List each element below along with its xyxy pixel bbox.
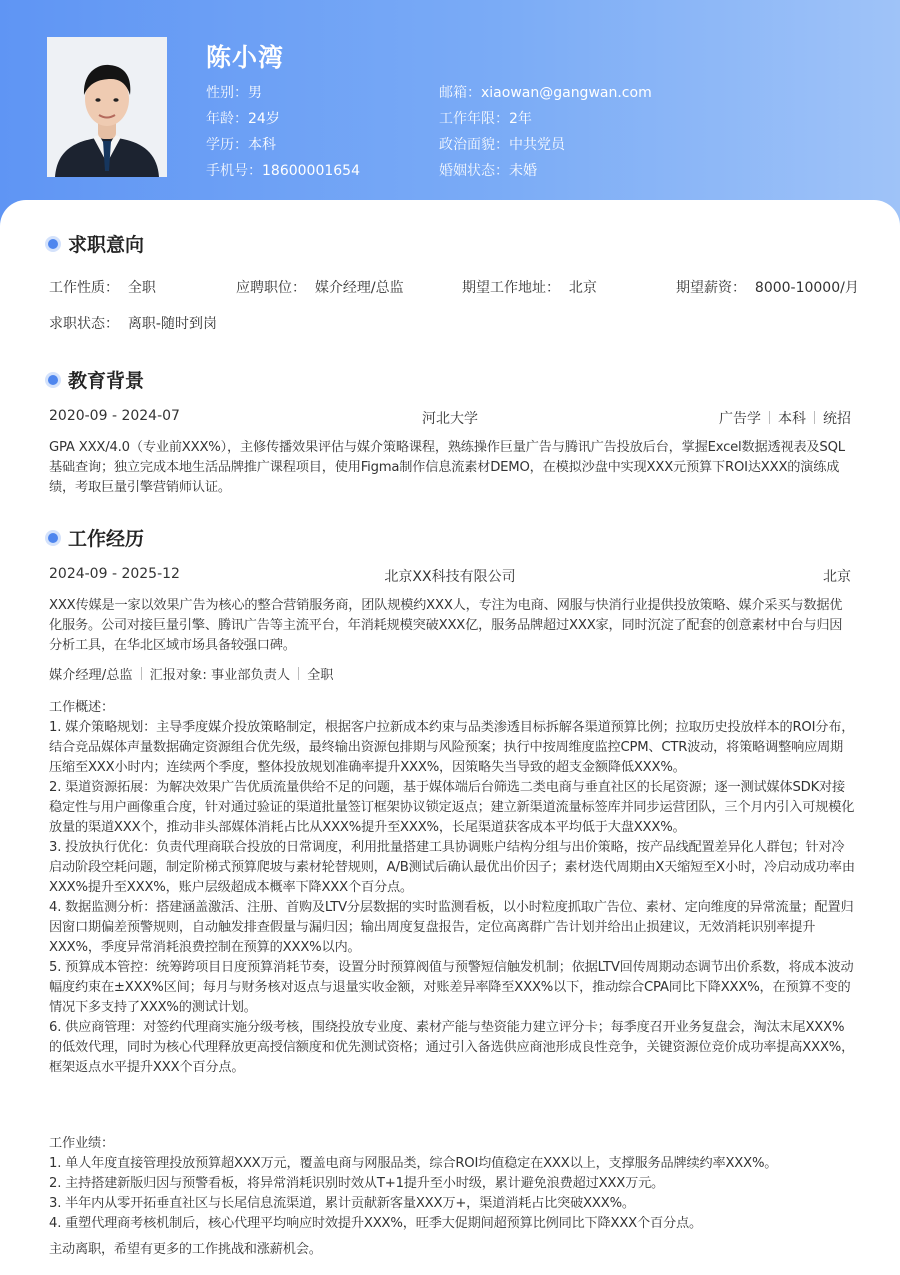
resume-header <box>0 0 900 230</box>
education-description: GPA XXX/4.0（专业前XXX%），主修传播效果评估与媒介策略课程，熟练操作巨量广告与腾讯广告投放后台，掌握Excel数据透视表及SQL基础查询；独立完成本地生活品牌推广课程项目，使用Figma制作信息流素材DEMO，在模拟沙盘中实现XXX元预算下ROI达XXX的演练成绩，考取巨量引擎营销师认证。 <box>49 440 845 495</box>
info-value: 未婚 <box>509 163 537 179</box>
work-city: 北京 <box>823 569 851 585</box>
info-gender <box>206 82 439 104</box>
dot-icon <box>48 239 58 249</box>
divider <box>141 667 142 680</box>
profile-info <box>206 82 846 182</box>
avatar-portrait-icon <box>47 37 167 177</box>
section-title-education <box>48 366 144 393</box>
intent-value: 离职-随时到岗 <box>127 316 217 332</box>
intent-status <box>49 313 217 333</box>
result-item: 1. 单人年度直接管理投放预算超XXX万元，覆盖电商与网服品类，综合ROI均值稳定在XXX以上，支撑服务品牌续约率XXX%。 <box>49 1156 778 1171</box>
work-report: 汇报对象: 事业部负责人 <box>149 668 291 683</box>
intent-salary <box>676 277 859 297</box>
section-title-intent <box>48 230 144 257</box>
education-school: 河北大学 <box>422 411 478 427</box>
education-degree: 本科 <box>778 411 806 427</box>
results-title: 工作业绩： <box>49 1136 114 1151</box>
resume-body <box>0 200 900 1275</box>
work-results <box>49 1134 855 1234</box>
intent-label: 工作性质： <box>49 280 119 296</box>
info-email <box>439 82 839 104</box>
dot-icon <box>48 533 58 543</box>
info-age <box>206 108 439 130</box>
info-label: 性别： <box>206 85 248 101</box>
info-value: 中共党员 <box>509 137 565 153</box>
info-political <box>439 134 839 156</box>
education-major: 广告学 <box>719 411 761 427</box>
info-value: 18600001654 <box>262 163 360 179</box>
section-title-text: 求职意向 <box>68 234 145 256</box>
dot-icon <box>48 375 58 385</box>
intent-label: 期望工作地址： <box>462 280 560 296</box>
work-row <box>49 566 851 586</box>
info-value: 男 <box>248 85 262 101</box>
info-label: 学历： <box>206 137 248 153</box>
section-title-text: 教育背景 <box>68 370 145 392</box>
result-item: 4. 重塑代理商考核机制后，核心代理平均响应时效提升XXX%，旺季大促期间超预算比例同比下降XXX个百分点。 <box>49 1216 702 1231</box>
section-title-text: 工作经历 <box>68 528 145 550</box>
info-label: 工作年限： <box>439 111 509 127</box>
divider <box>814 411 815 424</box>
intent-label: 期望薪资： <box>676 280 746 296</box>
intent-label: 求职状态： <box>49 316 119 332</box>
work-period: 2024-09 - 2025-12 <box>49 566 180 582</box>
education-admission: 统招 <box>823 411 851 427</box>
intent-position <box>236 277 404 297</box>
info-experience <box>439 108 839 130</box>
work-company: 北京XX科技有限公司 <box>384 569 516 585</box>
divider <box>298 667 299 680</box>
info-education <box>206 134 439 156</box>
candidate-name: 陈小湾 <box>206 43 285 72</box>
intent-value: 全职 <box>127 280 156 296</box>
work-job-type: 全职 <box>307 668 334 683</box>
info-label: 政治面貌： <box>439 137 509 153</box>
education-row <box>49 408 851 428</box>
education-period: 2020-09 - 2024-07 <box>49 408 180 424</box>
info-label: 手机号： <box>206 163 262 179</box>
overview-item: 3. 投放执行优化：负责代理商联合投放的日常调度，利用批量搭建工具协调账户结构分组与出价策略，按产品线配置差异化人群包；针对冷启动阶段空耗问题，制定阶梯式预算爬坡与素材轮替规则，A/B测试后确认最优出价因子；素材迭代周期由X天缩短至X小时，冷启动成功率由XXX%提升至XXX%，账户层级超成本概率下降XXX个百分点。 <box>49 840 855 895</box>
result-item: 3. 半年内从零开拓垂直社区与长尾信息流渠道，累计贡献新客量XXX万+，渠道消耗占比突破XXX%。 <box>49 1196 635 1211</box>
intent-label: 应聘职位： <box>236 280 306 296</box>
info-value: 24岁 <box>248 111 280 127</box>
intent-location <box>462 277 597 297</box>
section-title-work <box>48 524 144 551</box>
avatar-photo <box>47 37 167 177</box>
work-role: 媒介经理/总监 <box>49 668 133 683</box>
work-overview <box>49 698 855 1078</box>
info-label: 婚姻状态： <box>439 163 509 179</box>
info-value: xiaowan@gangwan.com <box>481 85 652 101</box>
overview-item: 4. 数据监测分析：搭建涵盖激活、注册、首购及LTV分层数据的实时监测看板，以小时粒度抓取广告位、素材、定向维度的异常流量；配置归因窗口期偏差预警规则，自动触发排查假量与漏归因；输出周度复盘报告，定位高离群广告计划并给出止损建议，无效消耗识别率提升XXX%，季度异常消耗浪费控制在预算的XXX%以内。 <box>49 900 854 955</box>
leave-reason: 主动离职，希望有更多的工作挑战和涨薪机会。 <box>49 1242 322 1257</box>
info-value: 2年 <box>509 111 532 127</box>
info-marital <box>439 160 839 182</box>
intent-value: 媒介经理/总监 <box>314 280 404 296</box>
intent-value: 8000-10000/月 <box>754 280 859 296</box>
result-item: 2. 主持搭建新版归因与预警看板，将异常消耗识别时效从T+1提升至小时级，累计避免浪费超过XXX万元。 <box>49 1176 665 1191</box>
info-label: 年龄： <box>206 111 248 127</box>
overview-item: 2. 渠道资源拓展：为解决效果广告优质流量供给不足的问题，基于媒体端后台筛选二类电商与垂直社区的长尾资源；逐一测试媒体SDK对接稳定性与用户画像重合度，针对通过验证的渠道批量签订框架协议锁定返点；建立新渠道流量标签库并同步运营团队，三个月内引入可规模化放量的渠道XXX个，推动非头部媒体消耗占比从XXX%提升至XXX%，长尾渠道获客成本平均低于大盘XXX%。 <box>49 780 855 835</box>
overview-item: 1. 媒介策略规划：主导季度媒介投放策略制定，根据客户拉新成本约束与品类渗透目标拆解各渠道预算比例；拉取历史投放样本的ROI分布，结合竞品媒体声量数据确定资源组合优先级，最终输出资源包排期与风险预案；执行中按周维度监控CPM、CTR波动，将策略调整响应周期压缩至XXX小时内；连续两个季度，整体投放规划准确率提升XXX%，因策略失当导致的超支金额降低XXX%。 <box>49 720 855 775</box>
company-description: XXX传媒是一家以效果广告为核心的整合营销服务商，团队规模约XXX人，专注为电商、网服与快消行业提供投放策略、媒介采买与数据优化服务。公司对接巨量引擎、腾讯广告等主流平台，年消耗规模突破XXX亿，服务品牌超过XXX家，同时沉淀了配套的创意素材中台与归因分析工具，在华北区域市场具备较强口碑。 <box>49 598 843 653</box>
intent-type <box>49 277 156 297</box>
intent-value: 北京 <box>568 280 597 296</box>
info-label: 邮箱： <box>439 85 481 101</box>
overview-title: 工作概述： <box>49 700 114 715</box>
overview-item: 5. 预算成本管控：统筹跨项目日度预算消耗节奏，设置分时预算阀值与预警短信触发机制；依据LTV回传周期动态调节出价系数，将成本波动幅度约束在±XXX%区间；每月与财务核对返点与退量实收金额，对账差异率降至XXX%以下，推动综合CPA同比下降XXX%，在预算不变的情况下多支持了XXX%的测试计划。 <box>49 960 854 1015</box>
overview-item: 6. 供应商管理：对签约代理商实施分级考核，围绕投放专业度、素材产能与垫资能力建立评分卡；每季度召开业务复盘会，淘汰末尾XXX%的低效代理，同时为核心代理释放更高授信额度和优先测试资格；通过引入备选供应商池形成良性竞争，关键资源位竞价成功率提高XXX%，框架返点水平提升XXX个百分点。 <box>49 1020 855 1075</box>
info-value: 本科 <box>248 137 276 153</box>
divider <box>769 411 770 424</box>
info-phone <box>206 160 439 182</box>
work-tags <box>49 664 333 683</box>
education-details <box>719 408 851 428</box>
